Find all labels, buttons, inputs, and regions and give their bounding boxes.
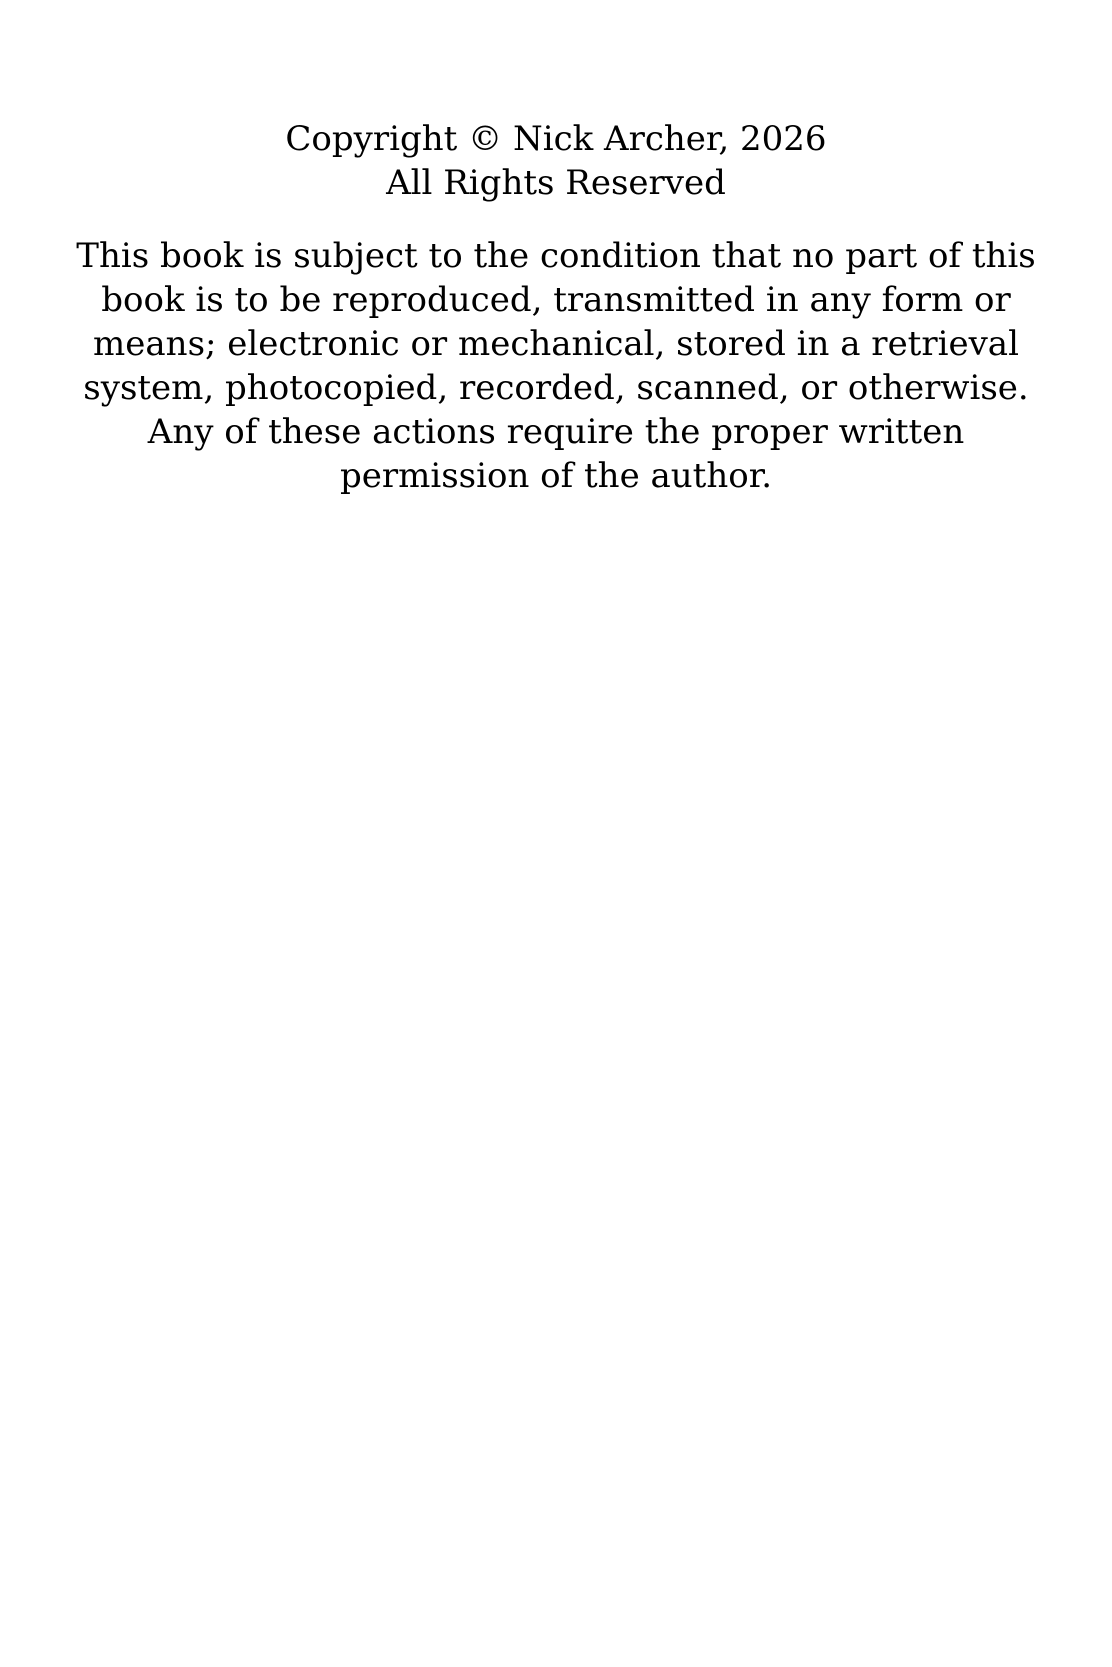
copyright-line: Copyright © Nick Archer, 2026 <box>285 119 827 159</box>
copyright-header <box>0 117 1112 205</box>
notice-line: system, photocopied, recorded, scanned, or otherwise. <box>83 368 1029 408</box>
notice-line: permission of the author. <box>339 456 773 496</box>
notice-line: book is to be reproduced, transmitted in any form or <box>101 280 1011 320</box>
rights-reserved-line: All Rights Reserved <box>386 163 726 203</box>
notice-line: means; electronic or mechanical, stored in a retrieval <box>93 324 1019 364</box>
copyright-notice-paragraph <box>0 234 1112 498</box>
notice-line: This book is subject to the condition that no part of this <box>76 236 1036 276</box>
notice-line: Any of these actions require the proper written <box>147 412 965 452</box>
